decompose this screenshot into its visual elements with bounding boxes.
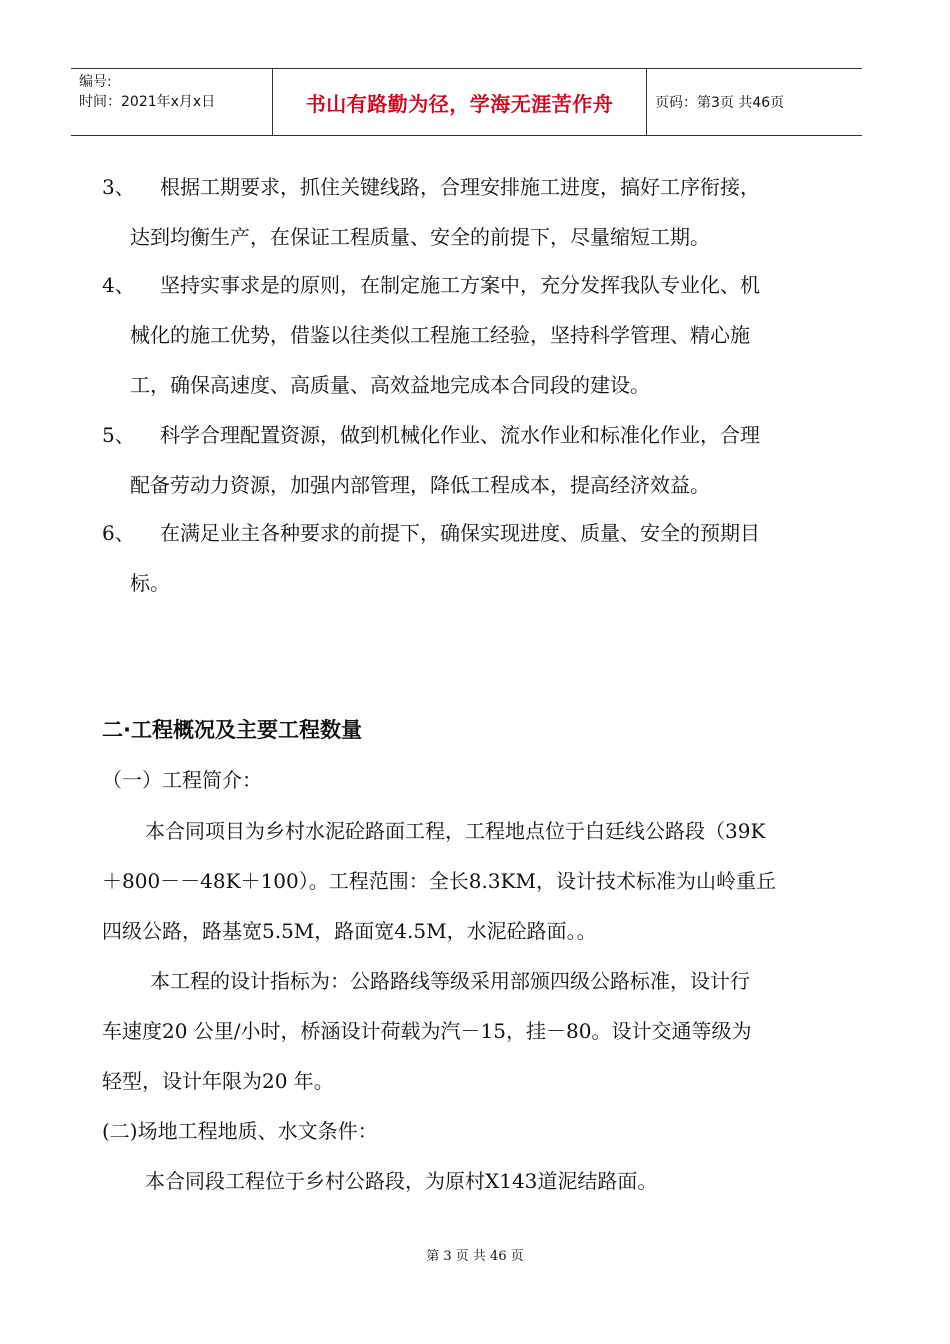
header-page-info: 页码：第3页 共46页 <box>655 95 785 111</box>
header-meta <box>71 69 273 135</box>
list-item-line: 科学合理配置资源，做到机械化作业、流水作业和标准化作业，合理 <box>160 423 760 447</box>
list-item <box>102 410 842 510</box>
list-item-number: 4、 <box>102 273 135 297</box>
section-title: 二·工程概况及主要工程数量 <box>102 718 362 742</box>
time-label: 时间：2021年x月x日 <box>79 94 216 110</box>
list-item-line: 坚持实事求是的原则，在制定施工方案中，充分发挥我队专业化、机 <box>160 273 760 297</box>
list-item-line: 达到均衡生产，在保证工程质量、安全的前提下，尽量缩短工期。 <box>130 225 710 249</box>
list-item <box>102 162 842 262</box>
list-item-number: 5、 <box>102 423 135 447</box>
page-header <box>71 68 862 136</box>
list-item-line: 械化的施工优势，借鉴以往类似工程施工经验，坚持科学管理、精心施 <box>130 323 750 347</box>
header-motto: 书山有路勤为径，学海无涯苦作舟 <box>273 69 647 135</box>
subsection-heading: （一）工程简介： <box>102 768 262 792</box>
list-item <box>102 508 842 608</box>
list-item-line: 工，确保高速度、高质量、高效益地完成本合同段的建设。 <box>130 373 650 397</box>
list-item-line: 根据工期要求，抓住关键线路，合理安排施工进度，搞好工序衔接， <box>160 175 760 199</box>
page-footer: 第 3 页 共 46 页 <box>426 1249 524 1264</box>
body-line: 轻型，设计年限为20 年。 <box>102 1069 334 1093</box>
body-line: ＋800－－48K＋100）。工程范围：全长8.3KM，设计技术标准为山岭重丘 <box>102 869 776 893</box>
body-line: 本合同项目为乡村水泥砼路面工程，工程地点位于白廷线公路段（39K <box>145 819 766 843</box>
number-label: 编号: <box>79 74 112 90</box>
list-item-number: 3、 <box>102 175 135 199</box>
list-item-line: 配备劳动力资源，加强内部管理，降低工程成本，提高经济效益。 <box>130 473 710 497</box>
list-item <box>102 260 842 410</box>
body-line: 本工程的设计指标为：公路路线等级采用部颁四级公路标准，设计行 <box>150 969 750 993</box>
subsection-heading: (二)场地工程地质、水文条件： <box>102 1119 378 1143</box>
body-line: 车速度20 公里/小时，桥涵设计荷载为汽－15，挂－80。设计交通等级为 <box>102 1019 752 1043</box>
list-item-number: 6、 <box>102 521 135 545</box>
list-item-line: 标。 <box>130 571 170 595</box>
body-line: 四级公路，路基宽5.5M，路面宽4.5M，水泥砼路面。。 <box>102 919 597 943</box>
body-line: 本合同段工程位于乡村公路段，为原村X143道泥结路面。 <box>145 1169 658 1193</box>
list-item-line: 在满足业主各种要求的前提下，确保实现进度、质量、安全的预期目 <box>160 521 760 545</box>
